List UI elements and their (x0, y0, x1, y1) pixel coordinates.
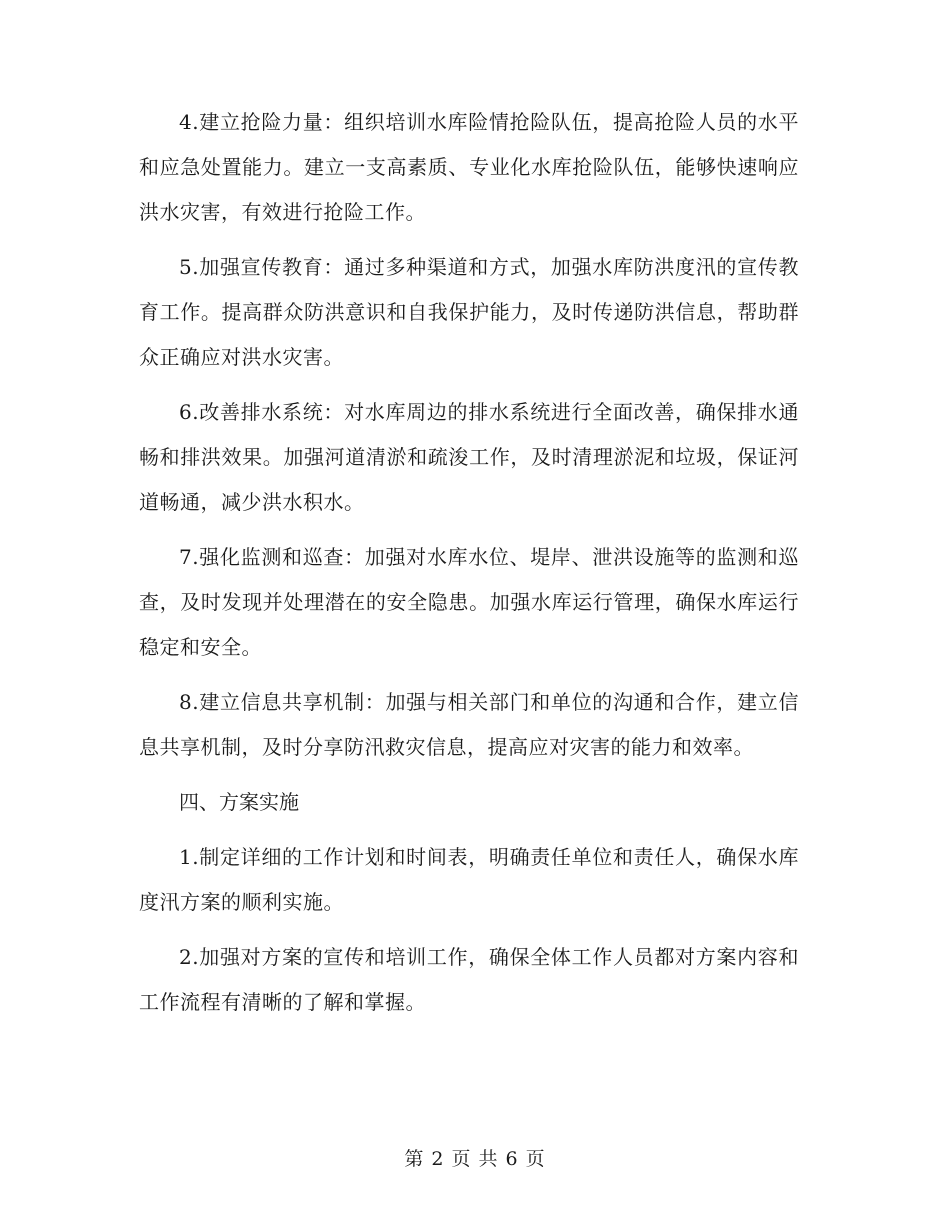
section-paragraph-2: 2.加强对方案的宣传和培训工作，确保全体工作人员都对方案内容和工作流程有清晰的了解和掌握。 (139, 945, 799, 1014)
paragraph-item-7: 7.强化监测和巡查：加强对水库水位、堤岸、泄洪设施等的监测和巡查，及时发现并处理潜在的安全隐患。加强水库运行管理，确保水库运行稳定和安全。 (139, 545, 799, 659)
paragraph-item-4: 4.建立抢险力量：组织培训水库险情抢险队伍，提高抢险人员的水平和应急处置能力。建立一支高素质、专业化水库抢险队伍，能够快速响应洪水灾害，有效进行抢险工作。 (139, 110, 799, 224)
paragraph-item-8: 8.建立信息共享机制：加强与相关部门和单位的沟通和合作，建立信息共享机制，及时分享防汛救灾信息，提高应对灾害的能力和效率。 (139, 690, 799, 759)
paragraph-item-5: 5.加强宣传教育：通过多种渠道和方式，加强水库防洪度汛的宣传教育工作。提高群众防洪意识和自我保护能力，及时传递防洪信息，帮助群众正确应对洪水灾害。 (139, 255, 799, 369)
paragraph-item-6: 6.改善排水系统：对水库周边的排水系统进行全面改善，确保排水通畅和排洪效果。加强河道清淤和疏浚工作，及时清理淤泥和垃圾，保证河道畅通，减少洪水积水。 (139, 400, 799, 514)
page-number-footer: 第 2 页 共 6 页 (404, 1148, 546, 1170)
section-heading: 四、方案实施 (179, 790, 299, 814)
document-body (139, 100, 799, 1035)
section-paragraph-1: 1.制定详细的工作计划和时间表，明确责任单位和责任人，确保水库度汛方案的顺利实施。 (139, 845, 799, 914)
